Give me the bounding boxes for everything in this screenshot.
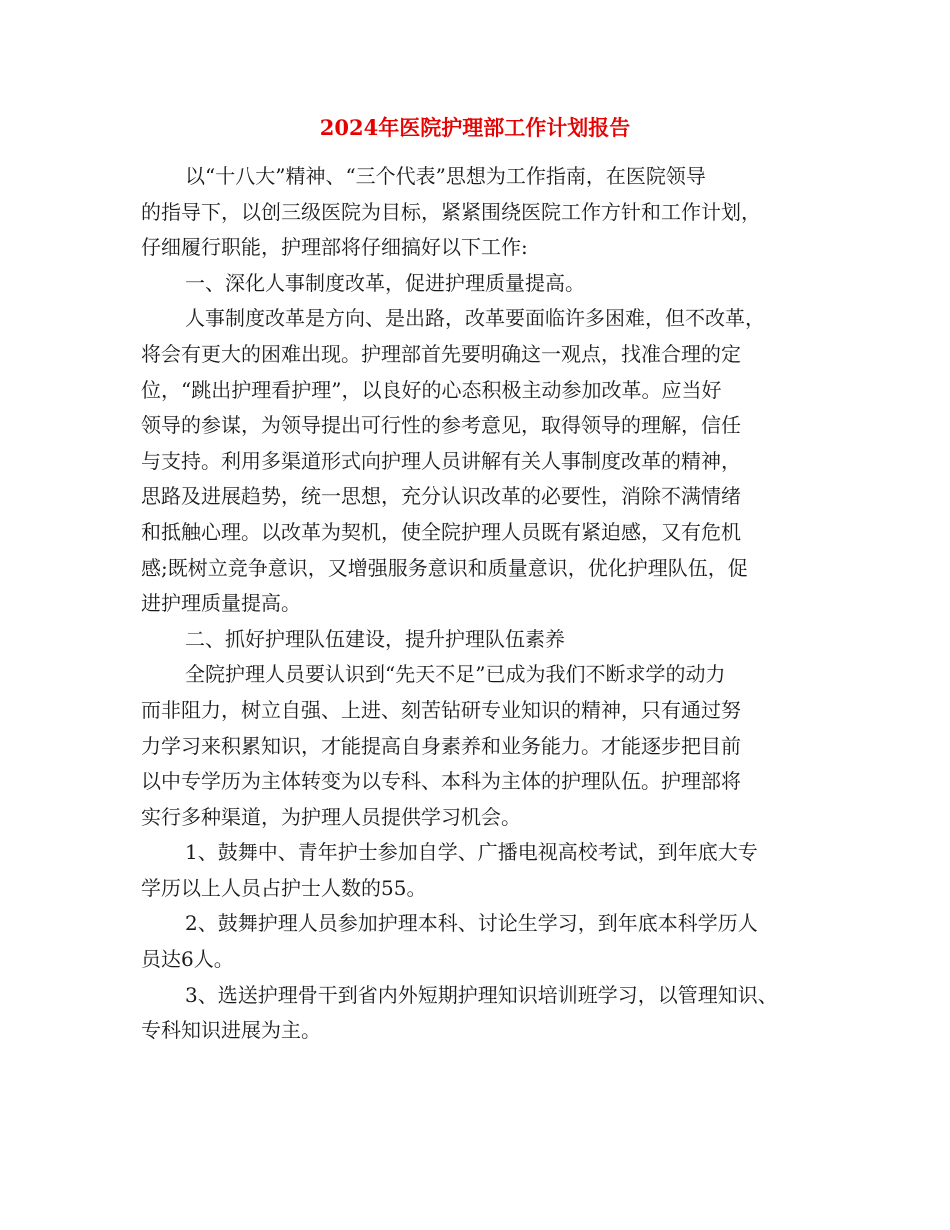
paragraph-reform-line-4: 领导的参谋，为领导提出可行性的参考意见，取得领导的理解，信任 [141, 413, 741, 438]
list-item-1-line-1: 1、鼓舞中、青年护士参加自学、广播电视高校考试，到年底大专 [185, 840, 758, 865]
list-item-3-line-2: 专科知识进展为主。 [141, 1018, 321, 1043]
paragraph-intro-line-3: 仔细履行职能，护理部将仔细搞好以下工作: [141, 235, 528, 260]
section-heading-2: 二、抓好护理队伍建设，提升护理队伍素养 [185, 626, 565, 651]
paragraph-reform-line-5: 与支持。利用多渠道形式向护理人员讲解有关人事制度改革的精神， [141, 448, 741, 473]
list-item-2-line-1: 2、鼓舞护理人员参加护理本科、讨论生学习，到年底本科学历人 [185, 911, 758, 936]
paragraph-reform-line-3: 位，“跳出护理看护理”，以良好的心态积极主动参加改革。应当好 [141, 377, 722, 402]
list-item-3-line-1: 3、选送护理骨干到省内外短期护理知识培训班学习，以管理知识、 [185, 982, 778, 1007]
paragraph-reform-line-2: 将会有更大的困难出现。护理部首先要明确这一观点，找准合理的定 [141, 341, 741, 366]
list-item-1-line-2: 学历以上人员占护士人数的55。 [141, 875, 427, 900]
paragraph-intro-line-2: 的指导下，以创三级医院为目标，紧紧围绕医院工作方针和工作计划， [141, 199, 761, 224]
paragraph-team-line-2: 而非阻力，树立自强、上进、刻苦钻研专业知识的精神，只有通过努 [141, 697, 741, 722]
paragraph-reform-line-6: 思路及进展趋势，统一思想，充分认识改革的必要性，消除不满情绪 [141, 484, 741, 509]
list-item-2-line-2: 员达6人。 [141, 947, 234, 972]
paragraph-reform-line-9: 进护理质量提高。 [141, 591, 301, 616]
paragraph-team-line-3: 力学习来积累知识，才能提高自身素养和业务能力。才能逐步把目前 [141, 733, 741, 758]
paragraph-intro-line-1: 以“十八大”精神、“三个代表”思想为工作指南，在医院领导 [185, 164, 706, 188]
document-body [141, 159, 821, 1049]
document-title: 2024年医院护理部工作计划报告 [319, 115, 631, 140]
paragraph-team-line-1: 全院护理人员要认识到“先天不足”已成为我们不断求学的动力 [185, 662, 726, 687]
section-heading-1: 一、深化人事制度改革，促进护理质量提高。 [185, 270, 585, 295]
paragraph-reform-line-1: 人事制度改革是方向、是出路，改革要面临许多困难，但不改革， [185, 306, 765, 331]
paragraph-reform-line-7: 和抵触心理。以改革为契机，使全院护理人员既有紧迫感，又有危机 [141, 519, 741, 544]
paragraph-team-line-4: 以中专学历为主体转变为以专科、本科为主体的护理队伍。护理部将 [141, 769, 741, 794]
paragraph-team-line-5: 实行多种渠道，为护理人员提供学习机会。 [141, 804, 521, 829]
paragraph-reform-line-8: 感;既树立竞争意识，又增强服务意识和质量意识，优化护理队伍，促 [141, 555, 748, 580]
